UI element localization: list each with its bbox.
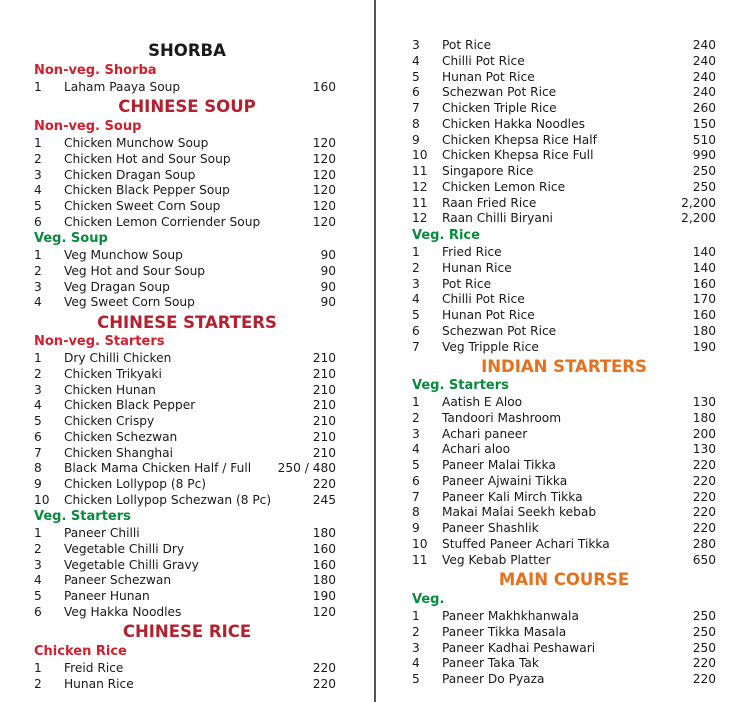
menu-item-number: 3 [34,167,42,182]
menu-item-price: 190 [692,339,716,354]
menu-item-row [412,324,716,340]
menu-item-price: 220 [692,672,716,686]
menu-item-price: 210 [312,398,336,413]
menu-item-price: 220 [312,676,336,691]
menu-item-price: 250 [692,609,716,623]
menu-item-row [34,461,340,477]
menu-item-number: 4 [412,53,420,68]
menu-item-row [34,80,340,96]
menu-item-row [412,641,716,657]
menu-item-number: 6 [34,429,42,444]
menu-item-price: 120 [312,604,336,619]
menu-item-name: Veg Munchow Soup [64,248,183,262]
menu-item-number: 6 [412,85,420,100]
menu-item-number: 1 [34,136,42,150]
menu-item-row [412,656,716,672]
menu-item-name: Schezwan Pot Rice [442,85,557,100]
menu-item-number: 10 [412,148,428,163]
menu-item-name: Paneer Shashlik [442,521,539,535]
menu-item-row [412,211,716,227]
menu-item-name: Chicken Khepsa Rice Full [442,148,594,163]
menu-item-name: Raan Chilli Biryani [442,211,553,226]
menu-item-name: Pot Rice [442,38,492,52]
menu-item-price: 140 [692,260,716,275]
menu-item-name: Paneer Chilli [64,526,140,540]
menu-item-name: Vegetable Chilli Gravy [64,557,199,572]
menu-item-number: 3 [412,426,420,441]
menu-item-name: Chicken Schezwan [64,429,178,444]
menu-item-number: 7 [412,339,420,354]
menu-item-row [34,677,340,693]
menu-item-price: 280 [692,536,716,551]
section-heading-indian-starters: INDIAN STARTERS [481,357,647,376]
menu-item-name: Paneer Malai Tikka [442,458,556,472]
menu-item-number: 11 [412,164,428,178]
menu-item-number: 6 [412,323,420,338]
menu-item-price: 245 [312,492,336,507]
menu-item-row [412,277,716,293]
menu-item-price: 510 [692,132,716,147]
menu-item-name: Vegetable Chilli Dry [64,541,185,556]
menu-item-row [412,521,716,537]
menu-item-price: 120 [312,214,336,229]
menu-item-row [412,101,716,117]
menu-item-row [34,493,340,509]
menu-item-name: Chilli Pot Rice [442,292,525,307]
menu-item-name: Chicken Khepsa Rice Half [442,132,597,147]
menu-item-name: Hunan Pot Rice [442,69,535,84]
menu-item-name: Paneer Do Pyaza [442,672,545,686]
menu-item-number: 7 [412,489,420,504]
menu-item-row [34,573,340,589]
menu-item-price: 2,200 [681,195,716,210]
menu-item-name: Veg Dragan Soup [64,279,170,294]
column-divider [374,0,376,702]
category-label-indian-veg-starters: Veg. Starters [412,378,509,393]
menu-item-price: 190 [312,589,336,603]
category-label-chicken-rice: Chicken Rice [34,644,127,659]
menu-item-row [34,526,340,542]
menu-item-row [412,70,716,86]
menu-item-price: 180 [312,526,336,540]
menu-item-number: 9 [412,521,420,535]
menu-item-name: Stuffed Paneer Achari Tikka [442,536,610,551]
menu-item-price: 260 [692,101,716,115]
menu-item-name: Chicken Hot and Sour Soup [64,151,231,166]
menu-item-price: 90 [320,279,336,294]
menu-item-row [412,261,716,277]
menu-item-row [34,295,340,311]
menu-item-row [34,477,340,493]
menu-item-number: 1 [412,245,420,259]
menu-item-name: Paneer Tikka Masala [442,624,567,639]
menu-item-row [34,248,340,264]
menu-item-number: 2 [412,624,420,639]
menu-item-name: Paneer Ajwaini Tikka [442,473,568,488]
menu-item-price: 210 [312,382,336,397]
category-label-veg-starters: Veg. Starters [34,509,131,524]
menu-item-row [412,490,716,506]
menu-item-row [34,414,340,430]
menu-item-number: 1 [34,526,42,540]
menu-item-price: 120 [312,183,336,198]
menu-item-price: 90 [320,248,336,262]
menu-item-price: 120 [312,167,336,182]
menu-item-row [34,168,340,184]
menu-item-price: 250 [692,179,716,194]
menu-item-name: Pot Rice [442,276,492,291]
menu-item-name: Chicken Black Pepper [64,398,196,413]
menu-item-number: 8 [412,505,420,520]
menu-item-price: 250 [692,640,716,655]
menu-item-price: 160 [312,557,336,572]
menu-item-row [34,280,340,296]
menu-item-name: Achari aloo [442,442,511,457]
menu-item-row [412,442,716,458]
menu-item-price: 220 [692,473,716,488]
menu-item-number: 3 [412,38,420,52]
menu-item-name: Chicken Shanghai [64,445,174,460]
menu-item-row [34,558,340,574]
menu-item-number: 4 [34,398,42,413]
menu-item-price: 240 [692,53,716,68]
menu-item-row [34,215,340,231]
menu-item-price: 990 [692,148,716,163]
menu-item-number: 5 [34,199,42,213]
menu-item-name: Chicken Crispy [64,414,155,428]
menu-item-number: 8 [412,116,420,131]
menu-item-row [412,54,716,70]
category-label-nonveg-soup: Non-veg. Soup [34,119,142,134]
menu-item-name: Paneer Hunan [64,589,150,603]
menu-item-price: 220 [692,489,716,504]
menu-item-price: 90 [320,295,336,310]
menu-item-number: 9 [412,132,420,147]
menu-item-number: 9 [34,477,42,491]
menu-item-price: 210 [312,429,336,444]
menu-item-number: 7 [34,445,42,460]
menu-item-price: 210 [312,366,336,381]
menu-item-number: 5 [34,589,42,603]
menu-item-row [412,537,716,553]
menu-item-number: 2 [34,263,42,278]
menu-item-name: Tandoori Mashroom [442,410,562,425]
menu-item-number: 5 [412,69,420,84]
menu-item-name: Chilli Pot Rice [442,53,525,68]
menu-item-name: Schezwan Pot Rice [442,323,557,338]
menu-item-row [412,148,716,164]
menu-item-price: 170 [692,292,716,307]
menu-item-row [34,383,340,399]
menu-item-row [412,505,716,521]
menu-item-number: 1 [34,661,42,675]
category-label-nonveg-shorba: Non-veg. Shorba [34,63,157,78]
menu-item-row [34,199,340,215]
menu-item-price: 220 [312,477,336,491]
menu-item-number: 3 [412,640,420,655]
menu-item-row [412,308,716,324]
menu-item-price: 220 [692,505,716,520]
menu-item-row [34,605,340,621]
menu-item-name: Chicken Hakka Noodles [442,116,585,131]
menu-item-name: Chicken Lemon Rice [442,179,566,194]
menu-item-name: Chicken Lollypop Schezwan (8 Pc) [64,492,272,507]
menu-item-price: 250 / 480 [277,461,336,476]
menu-item-row [412,427,716,443]
menu-item-row [412,85,716,101]
menu-item-row [412,553,716,569]
menu-item-row [412,196,716,212]
menu-item-number: 1 [412,395,420,409]
menu-item-number: 6 [34,604,42,619]
menu-item-row [34,152,340,168]
menu-item-number: 6 [34,214,42,229]
menu-item-name: Chicken Dragan Soup [64,167,196,182]
menu-item-number: 2 [34,366,42,381]
menu-item-row [34,183,340,199]
menu-item-number: 1 [34,351,42,365]
menu-item-row [412,117,716,133]
menu-item-price: 150 [692,116,716,131]
menu-item-number: 1 [34,248,42,262]
menu-item-number: 12 [412,179,428,194]
menu-item-number: 7 [412,101,420,115]
menu-item-price: 160 [692,308,716,322]
menu-item-number: 3 [412,276,420,291]
section-heading-chinese-rice: CHINESE RICE [122,622,252,641]
menu-item-price: 180 [692,323,716,338]
menu-item-price: 220 [312,661,336,675]
section-heading-chinese-soup: CHINESE SOUP [118,97,256,116]
menu-item-number: 4 [412,442,420,457]
category-label-veg-main: Veg. [412,592,445,607]
menu-item-name: Chicken Trikyaki [64,366,162,381]
menu-item-row [34,446,340,462]
menu-item-row [34,430,340,446]
menu-item-price: 160 [312,80,336,94]
menu-item-price: 130 [692,442,716,457]
menu-item-name: Chicken Lemon Corriender Soup [64,214,261,229]
menu-item-price: 160 [692,276,716,291]
menu-item-row [412,474,716,490]
menu-item-number: 3 [34,557,42,572]
menu-item-name: Chicken Munchow Soup [64,136,209,150]
category-label-nonveg-starters: Non-veg. Starters [34,334,165,349]
menu-item-name: Hunan Rice [64,676,134,691]
menu-item-name: Veg Hakka Noodles [64,604,182,619]
menu-item-name: Achari paneer [442,426,528,441]
menu-item-name: Raan Fried Rice [442,195,537,210]
menu-item-number: 2 [412,260,420,275]
menu-item-number: 5 [34,414,42,428]
menu-item-price: 2,200 [681,211,716,226]
menu-item-name: Veg Sweet Corn Soup [64,295,195,310]
menu-item-price: 120 [312,199,336,213]
menu-item-row [34,264,340,280]
menu-item-name: Paneer Taka Tak [442,656,539,671]
menu-item-price: 220 [692,656,716,671]
menu-item-price: 180 [312,573,336,588]
menu-item-row [34,589,340,605]
menu-item-name: Veg Hot and Sour Soup [64,263,206,278]
menu-item-name: Paneer Kali Mirch Tikka [442,489,583,504]
menu-item-name: Paneer Schezwan [64,573,172,588]
menu-item-price: 210 [312,351,336,365]
menu-item-number: 2 [34,151,42,166]
menu-item-row [412,672,716,688]
menu-item-name: Veg Kebab Platter [442,552,551,567]
menu-item-name: Chicken Hunan [64,382,156,397]
menu-item-number: 2 [34,541,42,556]
section-heading-main-course: MAIN COURSE [498,570,630,589]
menu-item-name: Aatish E Aloo [442,395,523,409]
menu-item-number: 1 [34,80,42,94]
menu-item-price: 140 [692,245,716,259]
menu-item-number: 10 [412,536,428,551]
menu-item-name: Singapore Rice [442,164,534,178]
menu-item-price: 650 [692,552,716,567]
menu-item-price: 240 [692,69,716,84]
menu-item-row [34,351,340,367]
menu-item-number: 5 [412,458,420,472]
menu-item-price: 160 [312,541,336,556]
section-heading-chinese-starters: CHINESE STARTERS [97,313,277,332]
menu-item-row [412,164,716,180]
menu-item-name: Veg Tripple Rice [442,339,539,354]
category-label-veg-soup: Veg. Soup [34,231,108,246]
menu-item-name: Chicken Sweet Corn Soup [64,199,221,213]
menu-item-number: 4 [34,183,42,198]
menu-item-name: Laham Paaya Soup [64,80,181,94]
menu-item-name: Dry Chilli Chicken [64,351,172,365]
menu-item-name: Black Mama Chicken Half / Full [64,461,252,476]
menu-item-row [412,292,716,308]
menu-item-number: 6 [412,473,420,488]
menu-item-number: 2 [34,676,42,691]
menu-item-price: 240 [692,85,716,100]
menu-item-name: Paneer Makhkhanwala [442,609,579,623]
menu-item-row [412,609,716,625]
menu-item-price: 250 [692,164,716,178]
menu-item-number: 3 [34,382,42,397]
menu-item-price: 120 [312,151,336,166]
menu-item-price: 120 [312,136,336,150]
menu-item-row [34,661,340,677]
menu-item-number: 4 [34,295,42,310]
category-label-veg-rice: Veg. Rice [412,228,480,243]
menu-item-number: 3 [34,279,42,294]
menu-item-row [34,136,340,152]
menu-item-price: 200 [692,426,716,441]
menu-item-price: 90 [320,263,336,278]
menu-item-number: 11 [412,552,428,567]
menu-item-row [34,542,340,558]
menu-item-row [34,398,340,414]
menu-item-row [412,180,716,196]
menu-item-number: 8 [34,461,42,476]
menu-item-price: 220 [692,458,716,472]
menu-item-row [412,458,716,474]
menu-item-number: 4 [412,656,420,671]
menu-item-price: 130 [692,395,716,409]
menu-item-number: 4 [34,573,42,588]
menu-item-row [412,133,716,149]
menu-item-number: 2 [412,410,420,425]
menu-item-number: 5 [412,308,420,322]
menu-item-price: 210 [312,445,336,460]
menu-item-name: Chicken Lollypop (8 Pc) [64,477,207,491]
menu-item-row [412,395,716,411]
menu-item-name: Makai Malai Seekh kebab [442,505,597,520]
menu-item-name: Hunan Pot Rice [442,308,535,322]
menu-item-number: 4 [412,292,420,307]
menu-item-name: Paneer Kadhai Peshawari [442,640,596,655]
menu-item-name: Hunan Rice [442,260,512,275]
menu-item-row [412,625,716,641]
section-heading-shorba: SHORBA [148,41,226,60]
menu-item-price: 240 [692,38,716,52]
menu-item-price: 250 [692,624,716,639]
menu-item-number: 1 [412,609,420,623]
menu-item-row [412,340,716,356]
menu-item-name: Fried Rice [442,245,502,259]
menu-item-price: 180 [692,410,716,425]
menu-item-price: 210 [312,414,336,428]
menu-item-name: Chicken Black Pepper Soup [64,183,230,198]
menu-item-row [34,367,340,383]
menu-item-price: 220 [692,521,716,535]
menu-item-number: 5 [412,672,420,686]
menu-item-row [412,245,716,261]
menu-item-row [412,411,716,427]
menu-item-name: Freid Rice [64,661,124,675]
menu-item-row [412,38,716,54]
menu-item-name: Chicken Triple Rice [442,101,557,115]
menu-item-number: 12 [412,211,428,226]
menu-item-number: 11 [412,195,428,210]
menu-item-number: 10 [34,492,50,507]
